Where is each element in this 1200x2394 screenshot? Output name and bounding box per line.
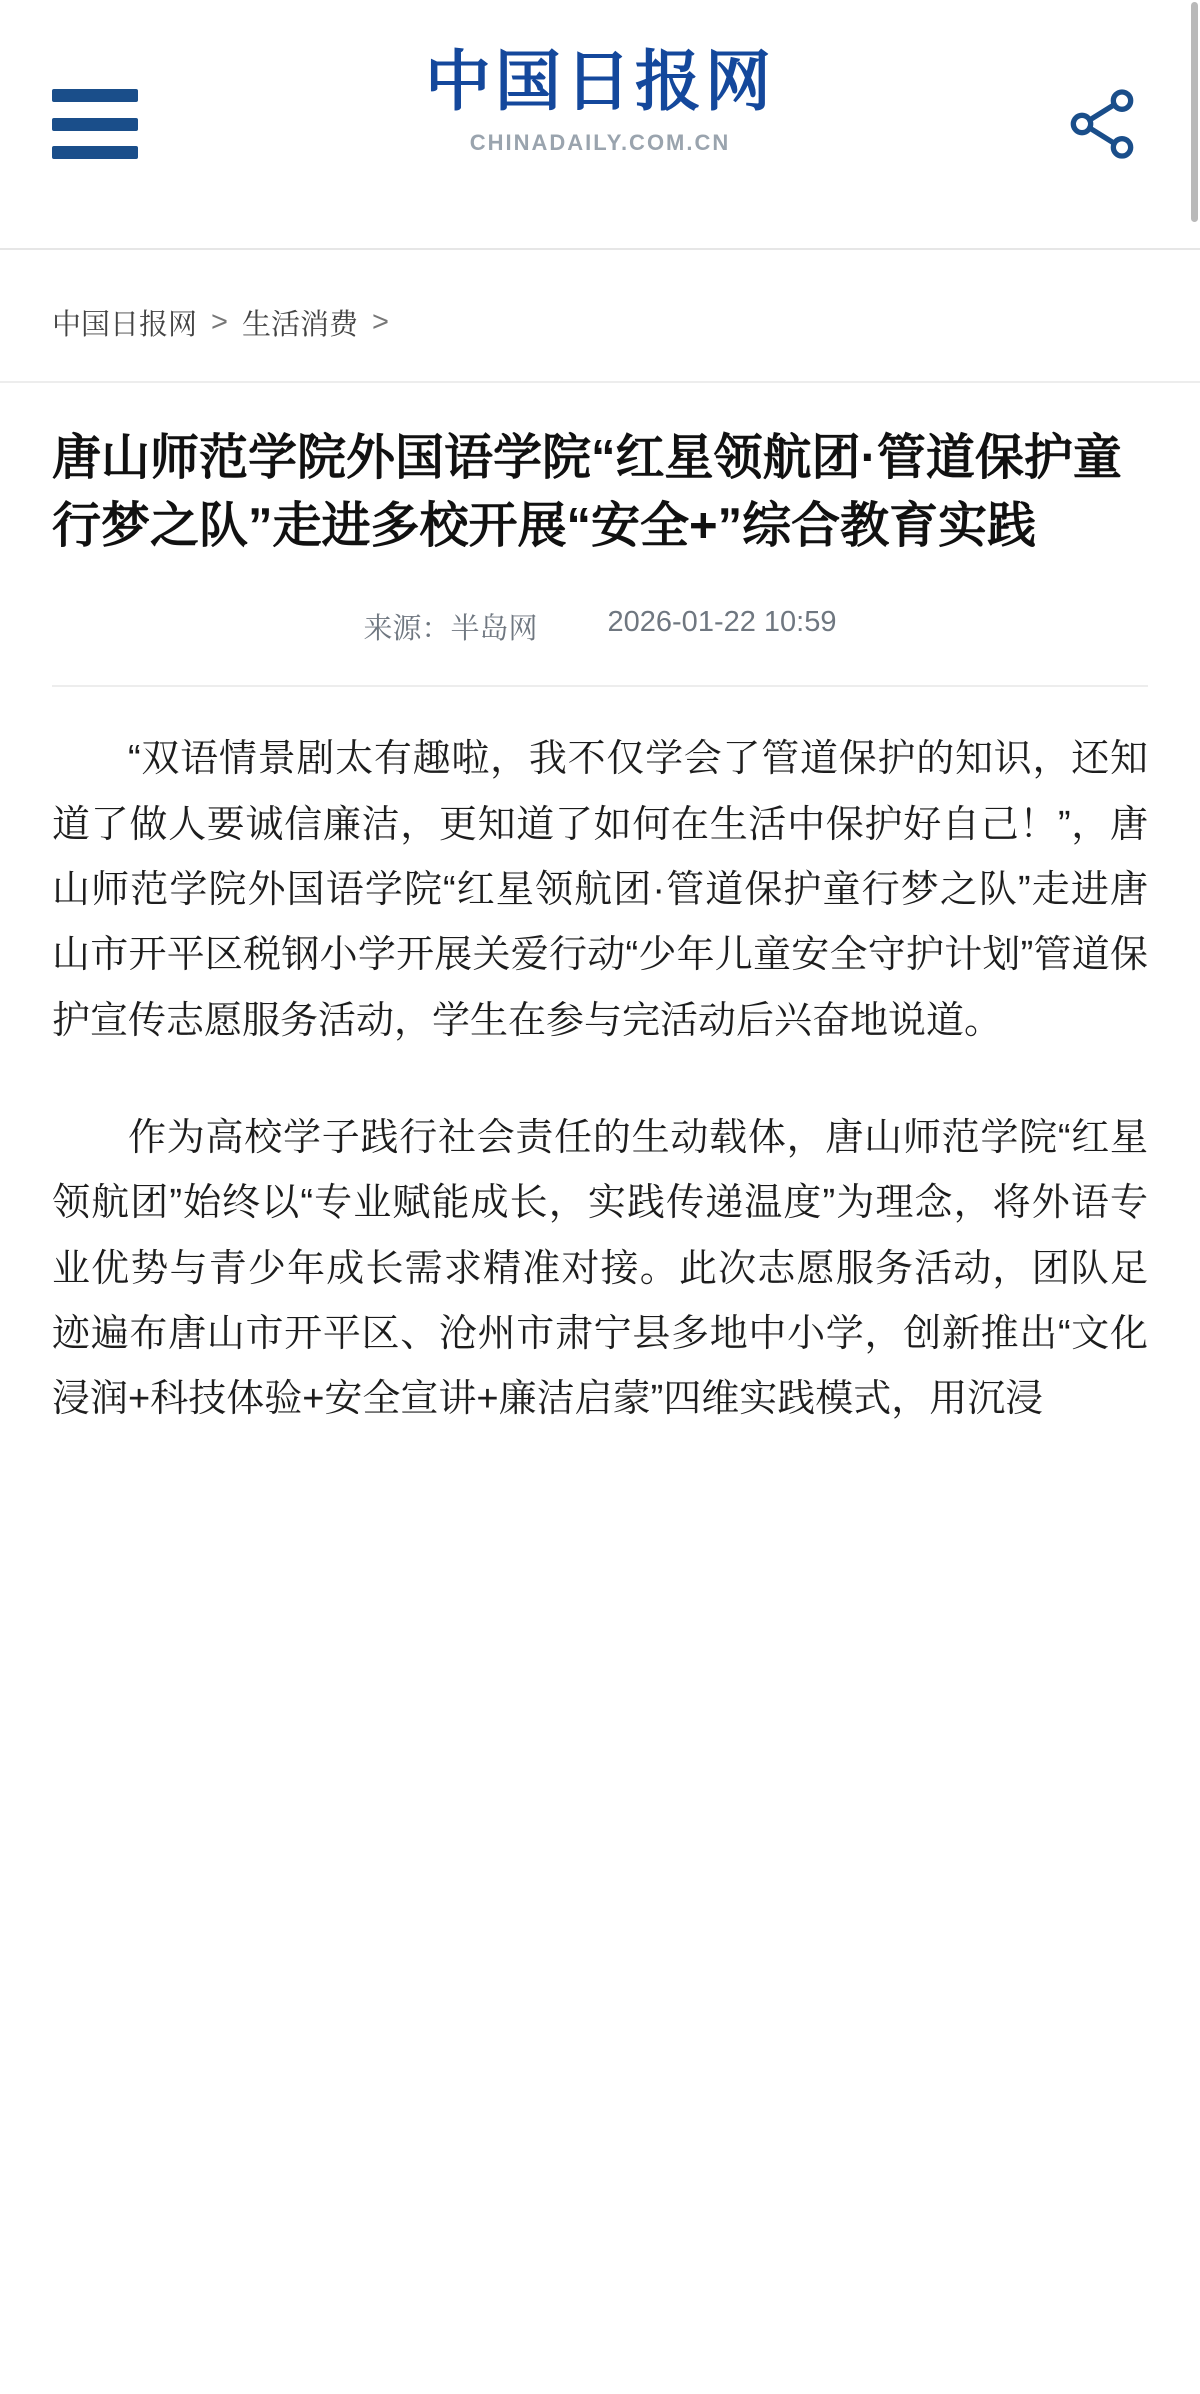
article bbox=[0, 383, 1200, 1433]
meta-divider bbox=[52, 685, 1148, 687]
logo-text-cn: 中国日报网 bbox=[425, 46, 775, 119]
article-paragraph: “双语情景剧太有趣啦，我不仅学会了管道保护的知识，还知道了做人要诚信廉洁，更知道了如何在生活中保护好自己！”，唐山师范学院外国语学院“红星领航团·管道保护童行梦之队”走进唐山市开平区税钢小学开展关爱行动“少年儿童安全守护计划”管道保护宣传志愿服务活动，学生在参与完活动后兴奋地说道。 bbox=[52, 738, 1148, 1042]
source-label: 来源： bbox=[363, 613, 451, 646]
article-body bbox=[52, 727, 1148, 1433]
breadcrumb-separator: > bbox=[211, 306, 228, 338]
article-meta bbox=[52, 598, 1148, 681]
logo-text-en: CHINADAILY.COM.CN bbox=[469, 130, 731, 155]
hamburger-bar bbox=[52, 118, 138, 131]
article-date: 2026-01-22 10:59 bbox=[607, 606, 837, 639]
hamburger-menu-icon[interactable] bbox=[52, 89, 138, 159]
site-header bbox=[0, 0, 1200, 250]
share-icon[interactable] bbox=[1062, 84, 1142, 164]
source-name: 半岛网 bbox=[450, 613, 538, 646]
page-title: 唐山师范学院外国语学院“红星领航团·管道保护童行梦之队”走进多校开展“安全+”综合教育实践 bbox=[52, 431, 1122, 553]
article-paragraph: 作为高校学子践行社会责任的生动载体，唐山师范学院“红星领航团”始终以“专业赋能成长，实践传递温度”为理念，将外语专业优势与青少年成长需求精准对接。此次志愿服务活动，团队足迹遍布唐山市开平区、沧州市肃宁县多地中小学，创新推出“文化浸润+科技体验+安全宣讲+廉洁启蒙”四维实践模式，用沉浸 bbox=[52, 1117, 1148, 1421]
hamburger-bar bbox=[52, 89, 138, 102]
breadcrumb-separator: > bbox=[371, 306, 389, 338]
hamburger-bar bbox=[52, 146, 138, 159]
breadcrumb-item-home[interactable]: 中国日报网 bbox=[52, 309, 198, 341]
breadcrumb bbox=[0, 250, 1200, 383]
page-scrollbar[interactable] bbox=[1190, 0, 1200, 2394]
scrollbar-thumb[interactable] bbox=[1191, 2, 1198, 222]
article-source bbox=[363, 606, 537, 647]
breadcrumb-item-category[interactable]: 生活消费 bbox=[241, 309, 358, 341]
site-logo[interactable] bbox=[425, 46, 775, 156]
